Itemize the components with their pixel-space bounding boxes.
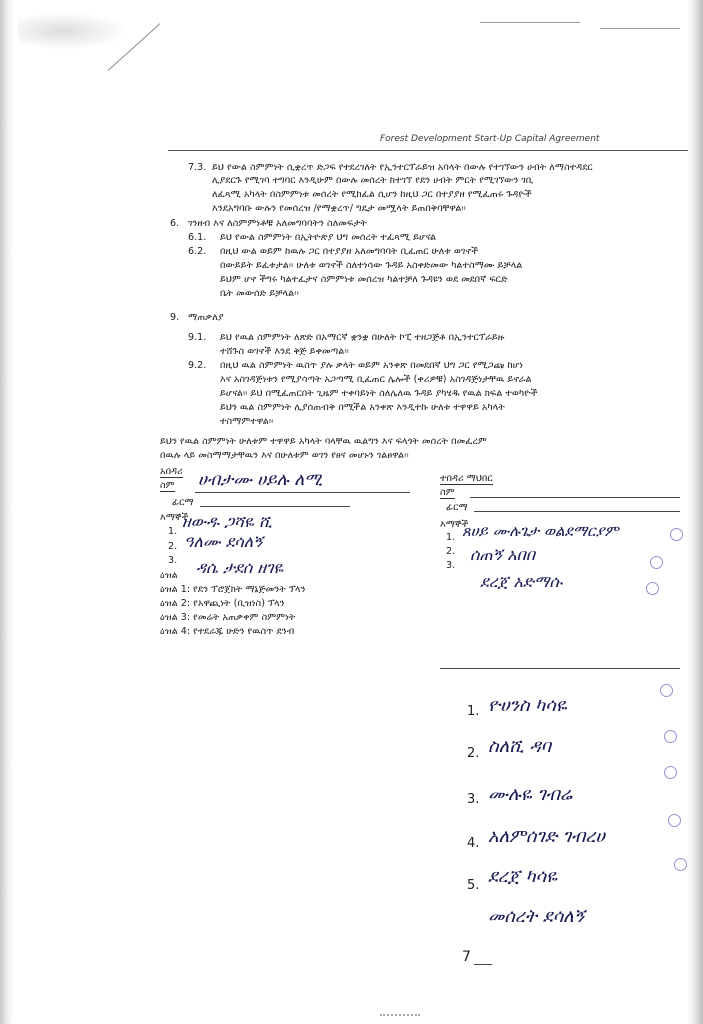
witness-signature: ሰጠኝ አበበ bbox=[470, 545, 536, 564]
witness-number: 1. bbox=[168, 526, 178, 537]
lender-heading: አበዳሪ bbox=[160, 466, 183, 477]
section-title: ማጠቃለያ bbox=[188, 312, 224, 323]
attachment-item: ዕዝል 3: የመሬት አጠቃቀም ስምምነት bbox=[160, 612, 296, 623]
member-number: 1. bbox=[467, 704, 480, 719]
section-text-line: ተሸጉስ ወገኖች እንደ ቅጅ ይቀመጣል፡፡ bbox=[220, 346, 349, 357]
approval-stamp bbox=[646, 582, 659, 595]
signature-rule bbox=[474, 511, 680, 512]
approval-stamp bbox=[670, 528, 683, 541]
member-signature: መሰረት ደሳለኝ bbox=[488, 906, 585, 927]
signature-rule bbox=[195, 492, 410, 493]
witness-number: 3. bbox=[168, 555, 178, 566]
section-text-line: ይህ የዉል ስምምነት ለጽድ በአማርኛ ቋንቋ በሁለት ኮፒ ተዘጋጅቶ በኢንተርፕራይዙ bbox=[220, 332, 505, 343]
section-text-line: በዚህ ውል ወይም ከዉሉ ጋር በተያያዘ አለመግባባት ቢፈጠር ሁለቱ ወገኖች bbox=[220, 246, 479, 257]
approval-stamp bbox=[668, 814, 681, 827]
approval-stamp bbox=[664, 766, 677, 779]
section-number: 7.3. bbox=[188, 162, 207, 173]
approval-stamp bbox=[650, 556, 663, 569]
members-rule bbox=[440, 668, 680, 669]
section-text-line: ተስማምተዋል፡፡ bbox=[220, 416, 274, 427]
member-signature: ዮሀንስ ካሳዬ bbox=[488, 695, 567, 716]
section-number: 9.2. bbox=[188, 360, 207, 371]
borrower-name-label: ስም bbox=[440, 487, 455, 498]
closing-text-line: በዉሉ ላይ መስማማታቸዉን እና በሁለቱም ወገን የፀና መሆኑን ገልፀዋል፡፡ bbox=[160, 450, 409, 461]
section-text-line: ሊያደርጉ የሚገባ ተግባር እንዲሁም በውሉ መሰረት ከተገኘ የደን ሀብት ምርት የሚገኘውን ገቢ bbox=[212, 175, 534, 186]
lender-name-label: ስም bbox=[160, 480, 175, 491]
section-title: ገንዘብ እና ለስምምነቶቹ አለመግባባትን ስለመፍታት bbox=[188, 218, 367, 229]
section-text-line: እንደአግባቡ ውሉን የመሰረዝ /የማቋረጥ/ ግዴታ መሟላት ይጠበቅባቸዋል፡፡ bbox=[212, 203, 466, 214]
section-text-line: ይህም ሆኖ ችግሩ ካልተፈታና ስምምነቱ መሰረዝ ካልተቻለ ጉዳዩን ወደ መደበኛ ፍርድ bbox=[220, 274, 508, 285]
attachment-item: ዕዝል 1: የደን ፕሮጀክት ማኔጅመንት ፕላን bbox=[160, 584, 306, 595]
member-number: 3. bbox=[467, 792, 480, 807]
witness-signature: ጸሀይ ሙሉጌታ ወልደማርያም bbox=[462, 522, 619, 540]
section-number: 6. bbox=[170, 218, 180, 229]
section-text-line: ይህ የውል ስምምነት ሲቋረጥ ድጋፍ የተደረገለት የኢንተርፕራይዝ አባላት በውሉ የተገኘውን ሀብት ለማስተዳደር bbox=[212, 162, 593, 173]
section-text-line: ይሆናል፡፡ ይህ በሚፈጠርበት ጊዜም ተቀባይነት ስለሌለዉ ጉዳይ ያካሄዱ የዉል ክፍል ተወካዮች bbox=[220, 388, 538, 399]
lender-name-signature: ሀብታሙ ሀይሉ ለሚ bbox=[198, 470, 323, 490]
page-number: 7 bbox=[462, 949, 471, 965]
closing-text-line: ይህን የዉል ስምምነት ሁለቱም ተዋዋይ አካላት ባላቸዉ ዉልግን እና ፍላጎት መሰረት በመፈረም bbox=[160, 436, 487, 447]
witness-number: 3. bbox=[446, 560, 456, 571]
document-header-title: Forest Development Start-Up Capital Agreement bbox=[380, 134, 600, 144]
section-text-line: በውይይት ይፈቱታል፡፡ ሁለቱ ወገኖች ስለተነሳው ጉዳይ አስቀድመው ካልተስማሙ ይቻላል bbox=[220, 260, 523, 271]
witness-signature: ደረጀ አድማሱ bbox=[480, 572, 563, 591]
page-shadow-left bbox=[0, 0, 14, 1024]
attachment-prefix: ዕዝል bbox=[160, 570, 178, 581]
approval-stamp bbox=[674, 858, 687, 871]
witness-number: 2. bbox=[168, 541, 178, 552]
witness-number: 2. bbox=[446, 546, 456, 557]
witness-signature: ዘውዱ ጋሻዬ ሺ bbox=[182, 512, 272, 531]
header-rule bbox=[168, 150, 688, 151]
witness-signature: ዓለሙ ደሳለኝ bbox=[184, 532, 263, 551]
top-edge-line bbox=[600, 28, 680, 29]
member-number: 5. bbox=[467, 878, 480, 893]
section-text-line: ይህ የውል ስምምነት በኢትዮጵያ ህግ መሰረት ተፈጻሚ ይሆናል bbox=[220, 232, 437, 243]
section-text-line: ይህን ዉል ስምምነት ሊያሰጠብቅ በሚችል አንቀጽ እንዲተኩ ሁለቱ ተዋዋይ አካላት bbox=[220, 402, 505, 413]
section-text-line: ለፈጻሚ አካላት በስምምነቱ መሰረት የሚከፈል ሲሆን ከዚህ ጋር በተያያዘ የሚፈጠሩ ጉዳዮች bbox=[212, 189, 532, 200]
witness-number: 1. bbox=[446, 532, 456, 543]
handwritten-line: ዳሴ ታደሰ ዘገዬ bbox=[196, 558, 284, 577]
page-number-mark bbox=[474, 964, 492, 965]
member-signature: ሙሉዬ ገብሬ bbox=[488, 784, 573, 805]
member-signature: አለምሰገድ ገብረሀ bbox=[488, 826, 605, 847]
section-text-line: በዚህ ዉል ስምምነት ዉስጥ ያሉ ቃላት ወይም አንቀጽ በመደበኛ ህግ ጋር የሚጋጩ ከሆነ bbox=[220, 360, 524, 371]
signature-rule bbox=[200, 506, 350, 507]
approval-stamp bbox=[664, 730, 677, 743]
borrower-sign-label: ፊርማ bbox=[446, 502, 468, 513]
section-number: 9. bbox=[170, 312, 180, 323]
lender-witness-heading: እማኞች bbox=[160, 512, 189, 523]
borrower-heading: ተበዳሪ ማህበር bbox=[440, 473, 493, 484]
top-edge-line bbox=[480, 22, 580, 23]
attachment-item: ዕዝል 4: የተደራጁ ሁድን የዉስጥ ደንብ bbox=[160, 626, 295, 637]
approval-stamp bbox=[660, 684, 673, 697]
member-number: 2. bbox=[467, 746, 480, 761]
scan-footer-mark bbox=[380, 1000, 420, 1016]
section-number: 6.1. bbox=[188, 232, 207, 243]
member-signature: ስለሺ ዳባ bbox=[488, 736, 552, 757]
section-number: 9.1. bbox=[188, 332, 207, 343]
attachment-item: ዕዝል 2: የአዋጪነት (ቢዝነስ) ፕላን bbox=[160, 598, 285, 609]
section-text-line: ቤት መውሰድ ይቻላል፡፡ bbox=[220, 288, 299, 299]
section-number: 6.2. bbox=[188, 246, 207, 257]
member-signature: ደረጀ ካሳዬ bbox=[488, 866, 558, 887]
page-shadow-right bbox=[687, 0, 703, 1024]
lender-sign-label: ፊርማ bbox=[172, 497, 194, 508]
borrower-witness-heading: እማኞች bbox=[440, 519, 469, 530]
member-number: 4. bbox=[467, 836, 480, 851]
section-text-line: እና አስገዳጅነቱን የሚያሳጣት አጋጣሚ ቢፈጠር ሌሎች (ቀሪዎቹ) አስገዳጅነታቸዉ ይኖራል bbox=[220, 374, 532, 385]
signature-rule bbox=[470, 497, 680, 498]
scan-smudge bbox=[18, 12, 128, 50]
